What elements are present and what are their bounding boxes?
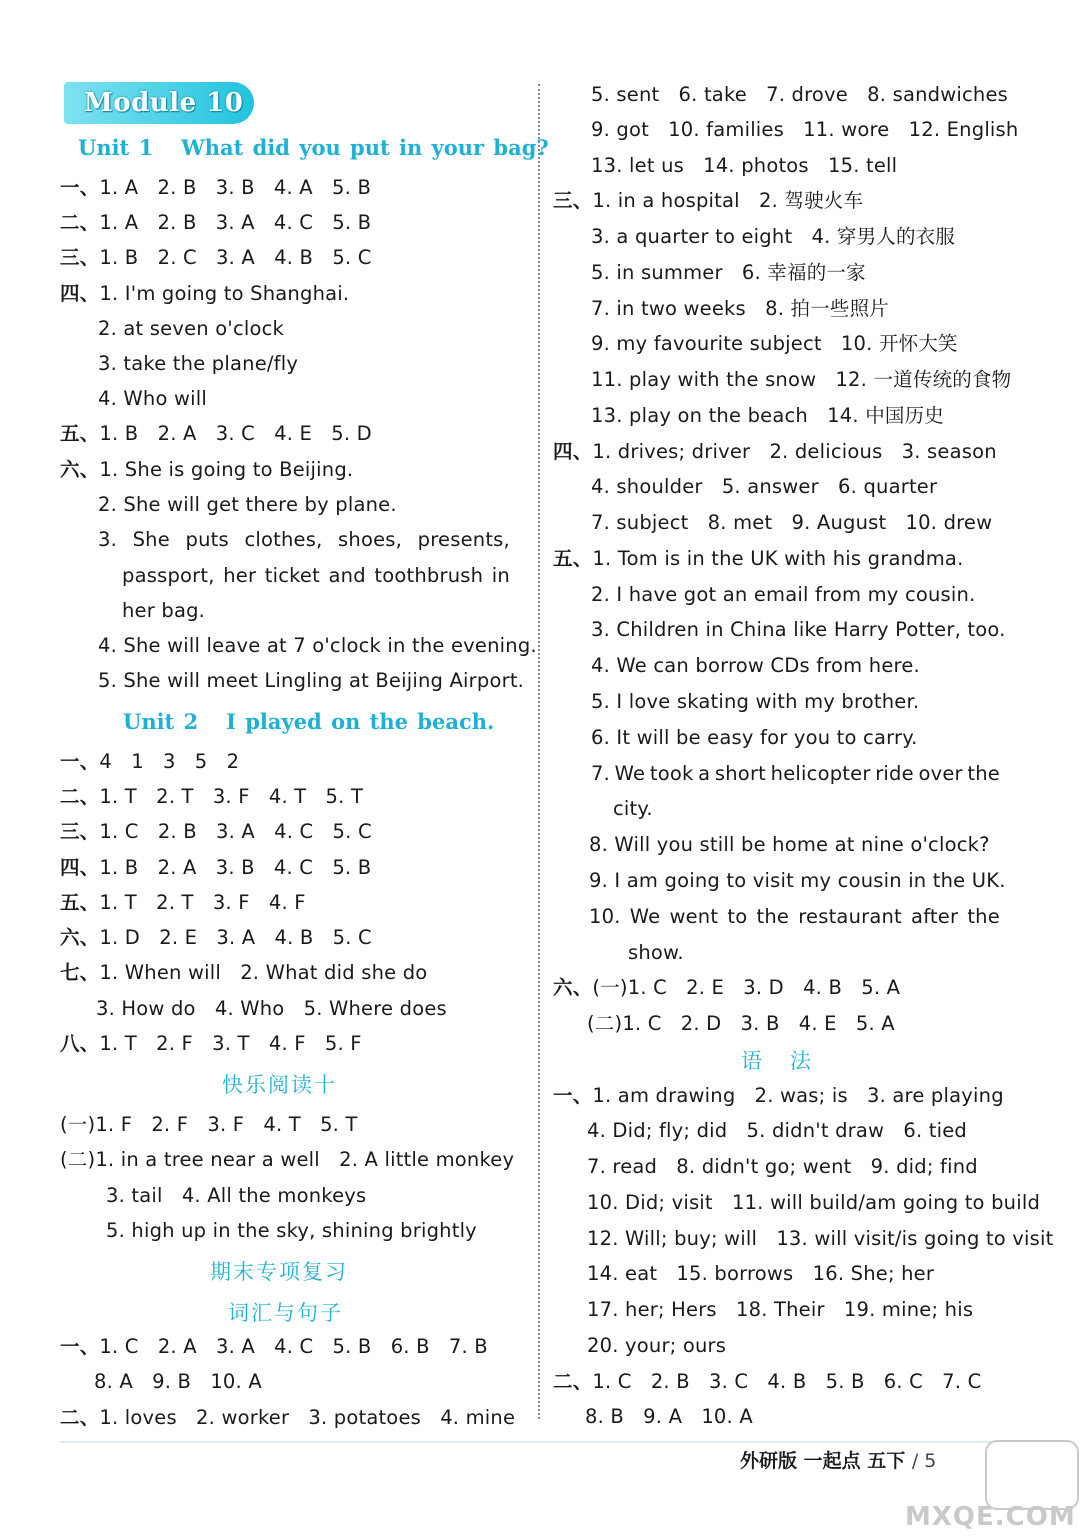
question-number: 三、	[60, 820, 100, 843]
answer-line	[587, 1331, 726, 1361]
answer-text: 1. B 2. C 3. A 4. B 5. C	[99, 246, 372, 269]
answer-text: city.	[613, 797, 653, 820]
word: ride	[875, 762, 914, 785]
answer-text: 5. high up in the sky, shining brightly	[106, 1219, 477, 1242]
answer-line	[60, 817, 372, 847]
answer-line	[553, 186, 863, 216]
word: a	[698, 762, 711, 785]
answer-line	[60, 923, 372, 953]
answer-line	[587, 1009, 895, 1039]
answer-line	[60, 1403, 515, 1433]
question-number: 一、	[553, 1084, 593, 1107]
answer-text: 1. B 2. A 3. C 4. E 5. D	[99, 422, 372, 445]
answer-line	[60, 455, 353, 485]
word: the	[967, 762, 1000, 785]
question-number: 六、	[553, 976, 593, 999]
word: ticket	[264, 564, 320, 587]
answer-line	[60, 782, 363, 812]
answer-line	[591, 365, 1011, 395]
word: 7.	[591, 762, 611, 785]
word: went	[669, 905, 719, 928]
answer-line	[553, 437, 997, 467]
word: in	[491, 564, 510, 587]
answer-line	[122, 561, 510, 591]
answer-line	[591, 80, 1008, 110]
answer-line	[60, 888, 306, 918]
answer-text: 2. at seven o'clock	[98, 317, 285, 340]
question-number: 八、	[60, 1032, 100, 1055]
answer-text: 6. It will be easy for you to carry.	[591, 726, 918, 749]
word: the	[967, 905, 1000, 928]
answer-text: 2. She will get there by plane.	[98, 493, 397, 516]
answer-line	[106, 1216, 477, 1246]
answer-text: 7. in two weeks 8. 拍一些照片	[591, 297, 889, 320]
answer-text: 5. I love skating with my brother.	[591, 690, 920, 713]
word: 3.	[98, 528, 118, 551]
answer-text: 1. in a hospital 2. 驾驶火车	[592, 189, 864, 212]
answer-text: (二)1. in a tree near a well 2. A little monkey	[60, 1148, 515, 1171]
question-number: 四、	[60, 856, 100, 879]
answer-text: (一)1. C 2. E 3. D 4. B 5. A	[592, 976, 901, 999]
answer-text: 13. let us 14. photos 15. tell	[591, 154, 898, 177]
word: took	[649, 762, 694, 785]
answer-line	[60, 419, 372, 449]
answer-text: 4 1 3 5 2	[99, 750, 240, 773]
answer-line	[553, 544, 963, 574]
answer-text: 4. She will leave at 7 o'clock in the evening.	[98, 634, 537, 657]
answer-line	[613, 794, 653, 824]
footer-edition: 外研版 一起点 五下	[740, 1450, 906, 1472]
answer-line	[587, 1188, 1040, 1218]
answer-line	[591, 222, 955, 252]
question-number: 三、	[60, 246, 100, 269]
answer-line	[591, 472, 937, 502]
answer-line	[98, 314, 284, 344]
column-divider	[538, 84, 540, 1419]
watermark-text: MXQE.COM	[905, 1502, 1076, 1532]
question-number: 五、	[60, 891, 100, 914]
answer-text: 1. Tom is in the UK with his grandma.	[592, 547, 964, 570]
answer-text: 5. in summer 6. 幸福的一家	[591, 261, 866, 284]
answer-line	[98, 384, 207, 414]
answer-line	[591, 329, 958, 359]
question-number: 二、	[60, 211, 100, 234]
answer-line	[60, 1110, 358, 1140]
answer-line	[591, 651, 920, 681]
answer-text: 8. Will you still be home at nine o'clock?	[589, 833, 990, 856]
answer-line	[98, 666, 524, 696]
question-number: 二、	[553, 1370, 593, 1393]
question-number: 六、	[60, 458, 100, 481]
answer-text: 1. B 2. A 3. B 4. C 5. B	[99, 856, 372, 879]
question-number: 一、	[60, 750, 100, 773]
answer-line	[589, 866, 1006, 896]
page-footer	[740, 1447, 936, 1475]
answer-text: 10. Did; visit 11. will build/am going to build	[587, 1191, 1041, 1214]
answer-text: 3. a quarter to eight 4. 穿男人的衣服	[591, 225, 956, 248]
answer-line	[60, 1145, 514, 1175]
word: and	[328, 564, 366, 587]
question-number: 五、	[60, 422, 100, 445]
word: presents,	[417, 528, 510, 551]
word: puts	[185, 528, 229, 551]
answer-text: 9. got 10. families 11. wore 12. English	[591, 118, 1019, 141]
module-title: Module 10	[84, 88, 244, 118]
answer-line	[60, 279, 349, 309]
word: her	[223, 564, 257, 587]
answer-text: (二)1. C 2. D 3. B 4. E 5. A	[587, 1012, 895, 1035]
answer-line	[591, 687, 919, 717]
answer-text: 1. When will 2. What did she do	[99, 961, 428, 984]
answer-text: 8. A 9. B 10. A	[94, 1370, 262, 1393]
answer-line	[60, 958, 427, 988]
answer-line	[60, 853, 371, 883]
watermark-logo	[985, 1440, 1079, 1510]
answer-line	[591, 580, 976, 610]
answer-line	[591, 723, 918, 753]
answer-line	[591, 294, 889, 324]
question-number: 四、	[60, 282, 100, 305]
question-number: 二、	[60, 785, 100, 808]
answer-line	[591, 258, 866, 288]
answer-line	[122, 596, 205, 626]
section-heading: 快乐阅读十	[222, 1073, 337, 1097]
word: after	[911, 905, 959, 928]
answer-text: 13. play on the beach 14. 中国历史	[591, 404, 944, 427]
answer-text: 5. She will meet Lingling at Beijing Airport.	[98, 669, 525, 692]
answer-text: 4. Did; fly; did 5. didn't draw 6. tied	[587, 1119, 968, 1142]
answer-text: show.	[628, 941, 684, 964]
word: the	[756, 905, 790, 928]
answer-text: 1. T 2. T 3. F 4. T 5. T	[99, 785, 364, 808]
word: shoes,	[338, 528, 403, 551]
answer-line	[589, 830, 990, 860]
word: over	[918, 762, 963, 785]
question-number: 五、	[553, 547, 593, 570]
word: toothbrush	[374, 564, 484, 587]
answer-line	[591, 508, 992, 538]
answer-text: 9. I am going to visit my cousin in the UK.	[589, 869, 1006, 892]
answer-line	[60, 1332, 488, 1362]
answer-line	[98, 349, 298, 379]
answer-text: 1. C 2. B 3. C 4. B 5. B 6. C 7. C	[592, 1370, 982, 1393]
answer-text: 1. C 2. B 3. A 4. C 5. C	[99, 820, 372, 843]
answer-line	[591, 115, 1018, 145]
answer-line	[587, 1295, 973, 1325]
word: We	[629, 905, 661, 928]
word: passport,	[122, 564, 215, 587]
answer-line	[553, 973, 900, 1003]
answer-line	[587, 1224, 1053, 1254]
answer-text: 1. I'm going to Shanghai.	[99, 282, 350, 305]
word: We	[614, 762, 646, 785]
question-number: 四、	[553, 440, 593, 463]
answer-text: 1. She is going to Beijing.	[99, 458, 354, 481]
word: short	[714, 762, 767, 785]
answer-text: 3. Children in China like Harry Potter, too.	[591, 618, 1006, 641]
answer-line	[60, 1029, 362, 1059]
word: to	[727, 905, 748, 928]
answer-text: 20. your; ours	[587, 1334, 727, 1357]
answer-line	[587, 1152, 978, 1182]
answer-text: 1. A 2. B 3. B 4. A 5. B	[99, 176, 372, 199]
answer-line	[60, 173, 371, 203]
answer-line	[591, 615, 1006, 645]
answer-text: 1. A 2. B 3. A 4. C 5. B	[99, 211, 372, 234]
answer-line	[591, 401, 944, 431]
question-number: 六、	[60, 926, 100, 949]
answer-text: 7. subject 8. met 9. August 10. drew	[591, 511, 993, 534]
answer-line	[106, 1181, 366, 1211]
answer-line	[553, 1367, 981, 1397]
unit-heading: Unit 1 What did you put in your bag?	[78, 135, 549, 160]
answer-line	[628, 938, 684, 968]
answer-line	[94, 1367, 262, 1397]
answer-text: 1. loves 2. worker 3. potatoes 4. mine	[99, 1406, 516, 1429]
answer-line	[591, 759, 1000, 789]
question-number: 二、	[60, 1406, 100, 1429]
answer-text: 1. drives; driver 2. delicious 3. season	[592, 440, 997, 463]
answer-text: 3. take the plane/fly	[98, 352, 299, 375]
answer-text: 3. How do 4. Who 5. Where does	[96, 997, 447, 1020]
section-heading: 语 法	[741, 1049, 814, 1073]
answer-text: (一)1. F 2. F 3. F 4. T 5. T	[60, 1113, 358, 1136]
answer-text: 4. We can borrow CDs from here.	[591, 654, 920, 677]
answer-text: 7. read 8. didn't go; went 9. did; find	[587, 1155, 978, 1178]
answer-text: her bag.	[122, 599, 206, 622]
answer-text: 1. T 2. T 3. F 4. F	[99, 891, 306, 914]
section-heading: 词汇与句子	[228, 1301, 343, 1325]
word: 10.	[589, 905, 621, 928]
word: restaurant	[798, 905, 902, 928]
answer-line	[585, 1402, 753, 1432]
answer-line	[60, 208, 371, 238]
answer-text: 1. T 2. F 3. T 4. F 5. F	[99, 1032, 362, 1055]
word: clothes,	[244, 528, 323, 551]
answer-line	[60, 243, 372, 273]
answer-line	[587, 1116, 967, 1146]
answer-text: 4. Who will	[98, 387, 207, 410]
section-heading: 期末专项复习	[210, 1260, 348, 1284]
answer-line	[553, 1081, 1004, 1111]
answer-text: 9. my favourite subject 10. 开怀大笑	[591, 332, 958, 355]
answer-text: 12. Will; buy; will 13. will visit/is going to visit	[587, 1227, 1054, 1250]
word: She	[132, 528, 170, 551]
footer-rule	[60, 1441, 990, 1443]
answer-text: 5. sent 6. take 7. drove 8. sandwiches	[591, 83, 1009, 106]
answer-text: 11. play with the snow 12. 一道传统的食物	[591, 368, 1012, 391]
answer-line	[98, 631, 537, 661]
question-number: 一、	[60, 1335, 100, 1358]
answer-text: 14. eat 15. borrows 16. She; her	[587, 1262, 935, 1285]
answer-line	[589, 902, 1000, 932]
answer-text: 8. B 9. A 10. A	[585, 1405, 753, 1428]
answer-line	[587, 1259, 934, 1289]
module-banner	[64, 82, 254, 124]
answer-text: 2. I have got an email from my cousin.	[591, 583, 976, 606]
unit-heading: Unit 2 I played on the beach.	[123, 709, 495, 734]
answer-text: 3. tail 4. All the monkeys	[106, 1184, 367, 1207]
answer-text: 1. C 2. A 3. A 4. C 5. B 6. B 7. B	[99, 1335, 488, 1358]
question-number: 一、	[60, 176, 100, 199]
page-number: / 5	[911, 1450, 937, 1472]
answer-text: 4. shoulder 5. answer 6. quarter	[591, 475, 938, 498]
answer-line	[96, 994, 447, 1024]
answer-line	[60, 747, 239, 777]
question-number: 三、	[553, 189, 593, 212]
answer-line	[591, 151, 897, 181]
answer-text: 17. her; Hers 18. Their 19. mine; his	[587, 1298, 974, 1321]
answer-text: 1. am drawing 2. was; is 3. are playing	[592, 1084, 1004, 1107]
answer-text: 1. D 2. E 3. A 4. B 5. C	[99, 926, 372, 949]
word: helicopter	[770, 762, 871, 785]
answer-line	[98, 525, 510, 555]
answer-line	[98, 490, 397, 520]
question-number: 七、	[60, 961, 100, 984]
